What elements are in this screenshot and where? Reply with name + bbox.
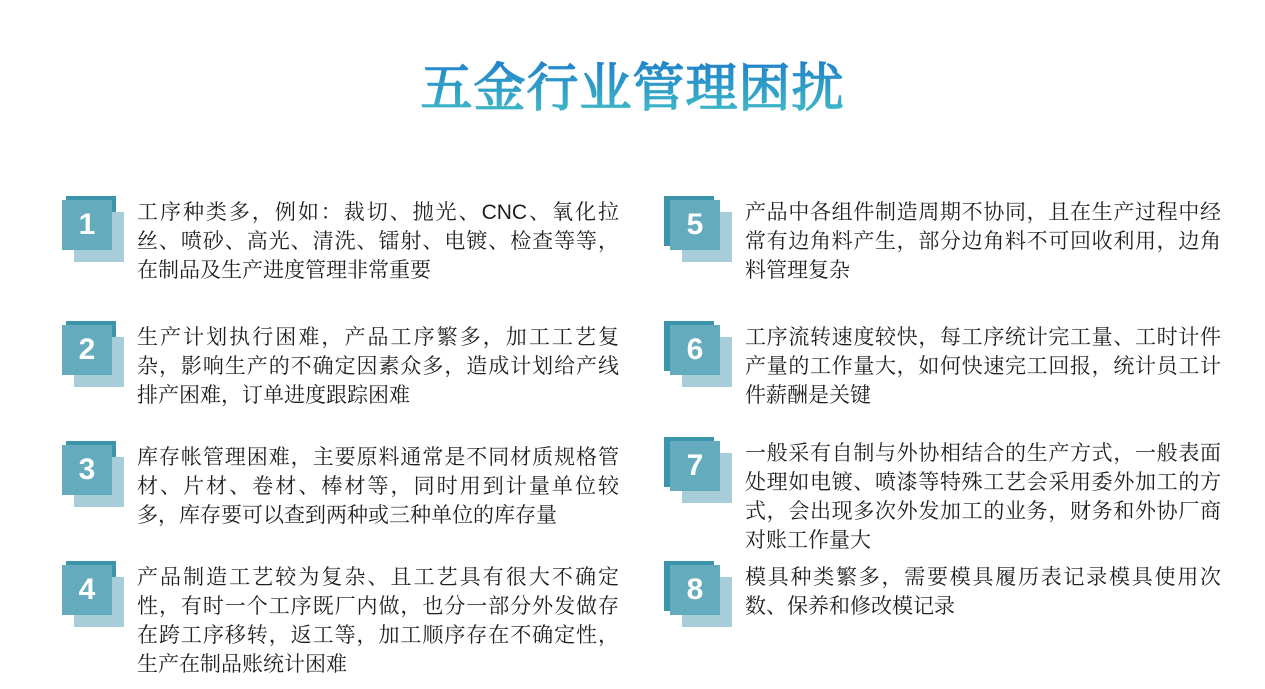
item-number-badge	[670, 441, 734, 505]
item-text: 库存帐管理困难，主要原料通常是不同材质规格管材、片材、卷材、棒材等，同时用到计量单位较多，库存要可以查到两种或三种单位的库存量	[137, 446, 619, 527]
item-text: 一般采有自制与外协相结合的生产方式，一般表面处理如电镀、喷漆等特殊工艺会采用委外加工的方式，会出现多次外发加工的业务，财务和外协厂商对账工作量大	[745, 442, 1221, 552]
pain-point-item-5	[670, 200, 1221, 285]
pain-point-item-3	[62, 445, 619, 530]
item-number: 2	[62, 325, 112, 375]
item-text: 产品制造工艺较为复杂、且工艺具有很大不确定性，有时一个工序既厂内做，也分一部分外发做存在跨工序移转，返工等，加工顺序存在不确定性，生产在制品账统计困难	[137, 566, 619, 676]
item-number-badge	[62, 325, 126, 389]
item-number: 8	[670, 565, 720, 615]
pain-point-item-7	[670, 441, 1221, 555]
item-text: 模具种类繁多，需要模具履历表记录模具使用次数、保养和修改模记录	[745, 566, 1221, 618]
pain-point-item-6	[670, 325, 1221, 410]
item-number: 5	[670, 200, 720, 250]
item-number-badge	[670, 565, 734, 629]
pain-point-item-4	[62, 565, 619, 679]
item-number: 6	[670, 325, 720, 375]
item-number-badge	[62, 445, 126, 509]
pain-point-item-1	[62, 200, 619, 285]
item-number-badge	[670, 200, 734, 264]
item-text: 生产计划执行困难，产品工序繁多，加工工艺复杂，影响生产的不确定因素众多，造成计划给产线排产困难，订单进度跟踪困难	[137, 326, 619, 407]
item-number: 4	[62, 565, 112, 615]
item-number: 1	[62, 200, 112, 250]
pain-point-item-8	[670, 565, 1221, 629]
item-text: 工序流转速度较快，每工序统计完工量、工时计件产量的工作量大，如何快速完工回报，统计员工计件薪酬是关键	[745, 326, 1221, 407]
item-text: 工序种类多，例如：裁切、抛光、CNC、氧化拉丝、喷砂、高光、清洗、镭射、电镀、检查等等，在制品及生产进度管理非常重要	[137, 201, 619, 282]
page-title: 五金行业管理困扰	[0, 46, 1265, 121]
item-number-badge	[62, 200, 126, 264]
item-text: 产品中各组件制造周期不协同，且在生产过程中经常有边角料产生，部分边角料不可回收利用，边角料管理复杂	[745, 201, 1221, 282]
pain-point-item-2	[62, 325, 619, 410]
item-number: 3	[62, 445, 112, 495]
item-number: 7	[670, 441, 720, 491]
item-number-badge	[670, 325, 734, 389]
item-number-badge	[62, 565, 126, 629]
